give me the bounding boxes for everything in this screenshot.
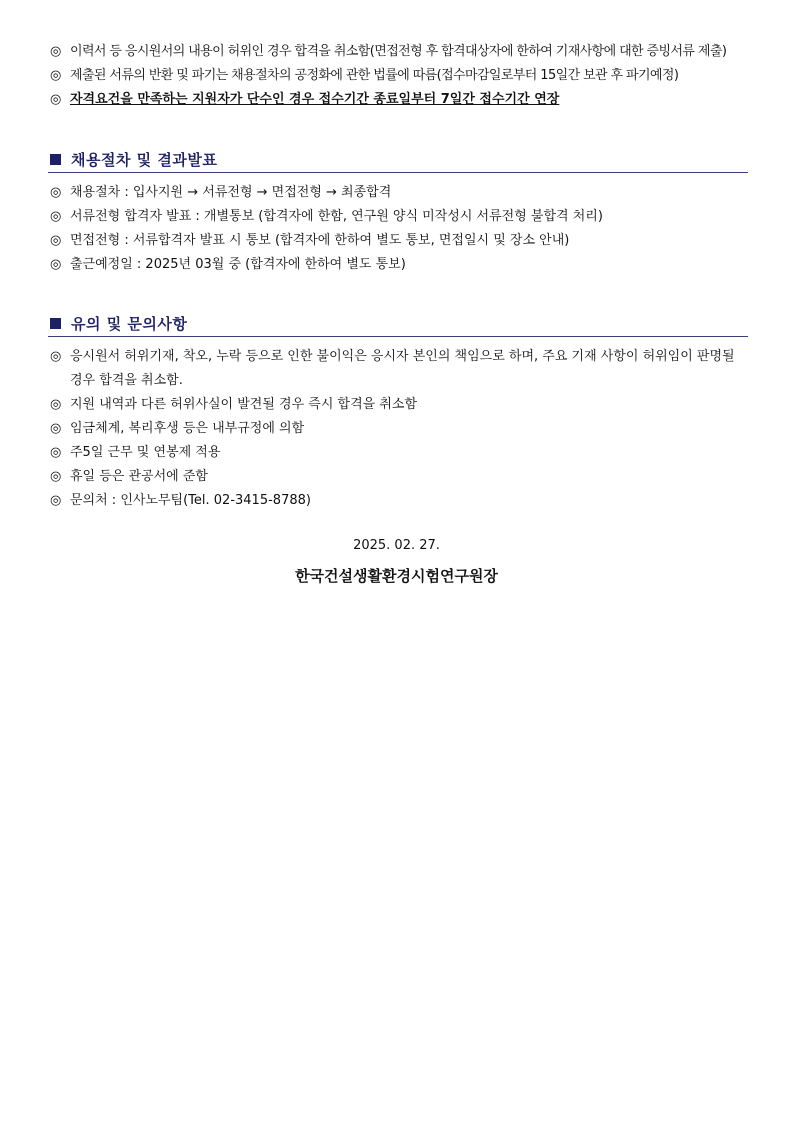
square-bullet-icon (50, 318, 61, 329)
list-item (50, 181, 748, 205)
note-item (50, 40, 750, 64)
list-item (50, 417, 748, 441)
note-item (50, 64, 750, 88)
list-item-text: 지원 내역과 다른 허위사실이 발견될 경우 즉시 합격을 취소함 (70, 397, 418, 412)
section-recruitment-process (48, 146, 748, 277)
document-date: 2025. 02. 27. (353, 538, 440, 553)
list-item-text: 휴일 등은 관공서에 준함 (70, 469, 208, 484)
bullet-icon: ◎ (50, 349, 62, 364)
list-item-text: 출근예정일 : 2025년 03월 중 (합격자에 한하여 별도 통보) (70, 257, 406, 272)
list-item (50, 229, 748, 253)
list-item-text: 주5일 근무 및 연봉제 적용 (70, 445, 221, 460)
list-item-text: 면접전형 : 서류합격자 발표 시 통보 (합격자에 한하여 별도 통보, 면접일시 및 장소 안내) (70, 233, 570, 248)
list-item-text: 서류전형 합격자 발표 : 개별통보 (합격자에 한함, 연구원 양식 미작성시 서류전형 불합격 처리) (70, 209, 603, 224)
list-item (50, 345, 748, 393)
section-notes-and-inquiries (48, 310, 748, 513)
bullet-icon: ◎ (50, 493, 62, 508)
square-bullet-icon (50, 154, 61, 165)
note-text: 이력서 등 응시원서의 내용이 허위인 경우 합격을 취소함(면접전형 후 합격대상자에 한하여 기재사항에 대한 증빙서류 제출) (70, 44, 727, 59)
bullet-icon: ◎ (50, 233, 62, 248)
bullet-icon: ◎ (50, 397, 62, 412)
bullet-icon: ◎ (50, 209, 62, 224)
list-item-text: 채용절차 : 입사지원 → 서류전형 → 면접전형 → 최종합격 (70, 185, 392, 200)
list-item (50, 489, 748, 513)
bullet-icon: ◎ (50, 68, 62, 83)
section-title: 채용절차 및 결과발표 (71, 150, 218, 169)
list-item (50, 253, 748, 277)
section-body (48, 173, 748, 277)
bullet-icon: ◎ (50, 92, 62, 107)
list-item-text: 문의처 : 인사노무팀(Tel. 02-3415-8788) (70, 493, 311, 508)
section-title: 유의 및 문의사항 (71, 314, 188, 333)
section-body (48, 337, 748, 513)
list-item (50, 441, 748, 465)
list-item-text: 임금체계, 복리후생 등은 내부규정에 의함 (70, 421, 305, 436)
section-header (48, 146, 748, 173)
list-item (50, 393, 748, 417)
bullet-icon: ◎ (50, 44, 62, 59)
bullet-icon: ◎ (50, 469, 62, 484)
note-text-emphasized: 자격요건을 만족하는 지원자가 단수인 경우 접수기간 종료일부터 7일간 접수기간 연장 (70, 92, 560, 107)
bullet-icon: ◎ (50, 445, 62, 460)
list-item (50, 465, 748, 489)
note-item-emphasized (50, 88, 750, 112)
bullet-icon: ◎ (50, 421, 62, 436)
bullet-icon: ◎ (50, 257, 62, 272)
section-header (48, 310, 748, 337)
top-notes (50, 40, 750, 112)
list-item-text: 응시원서 허위기재, 착오, 누락 등으로 인한 불이익은 응시자 본인의 책임으로 하며, 주요 기재 사항이 허위임이 판명될 경우 합격을 취소함. (70, 349, 735, 388)
note-text: 제출된 서류의 반환 및 파기는 채용절차의 공정화에 관한 법률에 따름(접수마감일로부터 15일간 보관 후 파기예정) (70, 68, 679, 83)
issuing-organization: 한국건설생활환경시험연구원장 (295, 567, 498, 585)
list-item (50, 205, 748, 229)
bullet-icon: ◎ (50, 185, 62, 200)
